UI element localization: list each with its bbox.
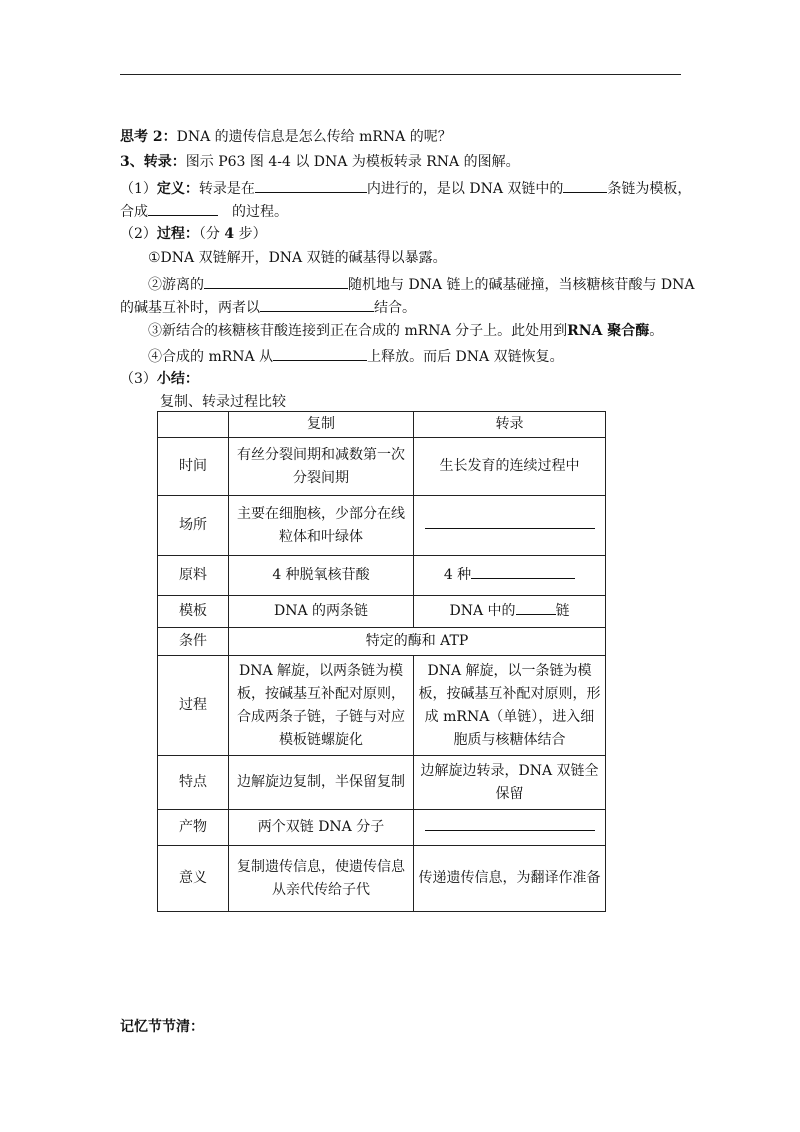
cell-copy-process: DNA 解旋，以两条链为模板，按碱基互补配对原则，合成两条子链，子链与对应模板链螺旋化 [229, 656, 414, 756]
definition-text-2: 内进行的，是以 DNA 双链中的 [366, 181, 564, 197]
section-heading [120, 152, 520, 172]
table-row [158, 846, 606, 912]
table-row [158, 596, 606, 628]
table-header-row [158, 412, 606, 438]
row-label-process: 过程 [158, 656, 229, 756]
think-text: DNA 的遗传信息是怎么传给 mRNA 的呢？ [176, 129, 452, 145]
table-row [158, 756, 606, 810]
row-label-feature: 特点 [158, 756, 229, 810]
definition-text-4: 合成 [120, 204, 148, 220]
row-label-significance: 意义 [158, 846, 229, 912]
process-step-2-cont [120, 296, 416, 318]
cell-trans-time: 生长发育的连续过程中 [414, 438, 606, 496]
table-caption: 复制、转录过程比较 [160, 394, 286, 410]
definition-line-1 [120, 177, 691, 199]
table-row [158, 656, 606, 756]
memory-heading: 记忆节节清： [120, 1019, 204, 1035]
step2-text-b: 随机地与 DNA 链上的碱基碰撞，当核糖核苷酸与 DNA [348, 277, 695, 293]
think-label: 思考 2： [120, 129, 177, 145]
row-label-template: 模板 [158, 596, 229, 628]
cell-copy-template: DNA 的两条链 [229, 596, 414, 628]
trans-template-prefix: DNA 中的 [449, 603, 516, 619]
definition-text-5: 的过程。 [232, 204, 288, 220]
step2-text-d: 结合。 [374, 300, 416, 316]
table-row [158, 810, 606, 846]
definition-prefix: （1） [120, 181, 157, 197]
cell-trans-product [414, 810, 606, 846]
blank-trans-material[interactable] [471, 564, 575, 579]
cell-trans-feature: 边解旋边转录，DNA 双链全保留 [414, 756, 606, 810]
step3-text-c: 。 [649, 323, 664, 339]
definition-line-2 [120, 200, 288, 222]
cell-copy-site: 主要在细胞核，少部分在线粒体和叶绿体 [229, 496, 414, 556]
row-label-time: 时间 [158, 438, 229, 496]
blank-trans-product[interactable] [425, 818, 595, 831]
header-rule [120, 74, 681, 75]
think-question [120, 127, 452, 147]
section-text: 图示 P63 图 4-4 以 DNA 为模板转录 RNA 的图解。 [185, 154, 520, 170]
blank-strand-count[interactable] [563, 177, 607, 193]
blank-product[interactable] [148, 200, 218, 216]
process-note-pre: （分 [198, 226, 225, 242]
cell-trans-site [414, 496, 606, 556]
process-label: 过程： [156, 226, 199, 242]
step4-text-a: ④合成的 mRNA 从 [148, 349, 274, 365]
blank-free-nucleotide[interactable] [204, 273, 348, 289]
table-row [158, 496, 606, 556]
step2-text-c: 的碱基互补时，两者以 [120, 300, 260, 316]
cell-condition-merged: 特定的酶和 ATP [229, 628, 606, 656]
cell-copy-time: 有丝分裂间期和减数第一次分裂间期 [229, 438, 414, 496]
summary-label: 小结： [156, 371, 199, 387]
process-note-post: 步） [234, 226, 267, 242]
cell-trans-significance: 传递遗传信息，为翻译作准备 [414, 846, 606, 912]
summary-heading [120, 369, 199, 389]
step3-text-a: ③新结合的核糖核苷酸连接到正在合成的 mRNA 分子上。此处用到 [148, 323, 568, 339]
process-step-2 [148, 273, 695, 295]
definition-text-1: 转录是在 [198, 181, 255, 197]
cell-copy-feature: 边解旋边复制，半保留复制 [229, 756, 414, 810]
cell-copy-product: 两个双链 DNA 分子 [229, 810, 414, 846]
table-row [158, 438, 606, 496]
cell-copy-significance: 复制遗传信息，使遗传信息从亲代传给子代 [229, 846, 414, 912]
table-row [158, 556, 606, 596]
cell-copy-material: 4 种脱氧核苷酸 [229, 556, 414, 596]
row-label-condition: 条件 [158, 628, 229, 656]
trans-template-suffix: 链 [555, 603, 570, 619]
process-step-4 [148, 345, 564, 367]
cell-trans-template [414, 596, 606, 628]
definition-label: 定义： [156, 181, 199, 197]
cell-trans-process: DNA 解旋，以一条链为模板，按碱基互补配对原则，形成 mRNA（单链），进入细胞质与核糖体结合 [414, 656, 606, 756]
rna-polymerase-term: RNA 聚合酶 [567, 323, 650, 339]
trans-material-prefix: 4 种 [443, 567, 472, 583]
step4-text-b: 上释放。而后 DNA 双链恢复。 [367, 349, 564, 365]
definition-text-3: 条链为模板， [607, 181, 692, 197]
process-step-1: ①DNA 双链解开，DNA 双链的碱基得以暴露。 [148, 250, 447, 266]
blank-release-site[interactable] [273, 345, 367, 361]
section-label: 3、转录： [120, 154, 186, 170]
process-prefix: （2） [120, 226, 157, 242]
blank-trans-template[interactable] [516, 600, 556, 615]
process-note-num: 4 [224, 226, 235, 242]
row-label-material: 原料 [158, 556, 229, 596]
blank-bond[interactable] [260, 296, 374, 312]
summary-prefix: （3） [120, 371, 157, 387]
row-label-product: 产物 [158, 810, 229, 846]
table-row [158, 628, 606, 656]
comparison-table [157, 411, 606, 912]
table-header-blank [158, 412, 229, 438]
cell-trans-material [414, 556, 606, 596]
blank-trans-site[interactable] [425, 516, 595, 529]
table-header-trans: 转录 [414, 412, 606, 438]
table-header-copy: 复制 [229, 412, 414, 438]
step2-text-a: ②游离的 [148, 277, 204, 293]
process-heading [120, 224, 267, 244]
process-step-3 [148, 321, 663, 341]
blank-location[interactable] [255, 177, 367, 193]
row-label-site: 场所 [158, 496, 229, 556]
